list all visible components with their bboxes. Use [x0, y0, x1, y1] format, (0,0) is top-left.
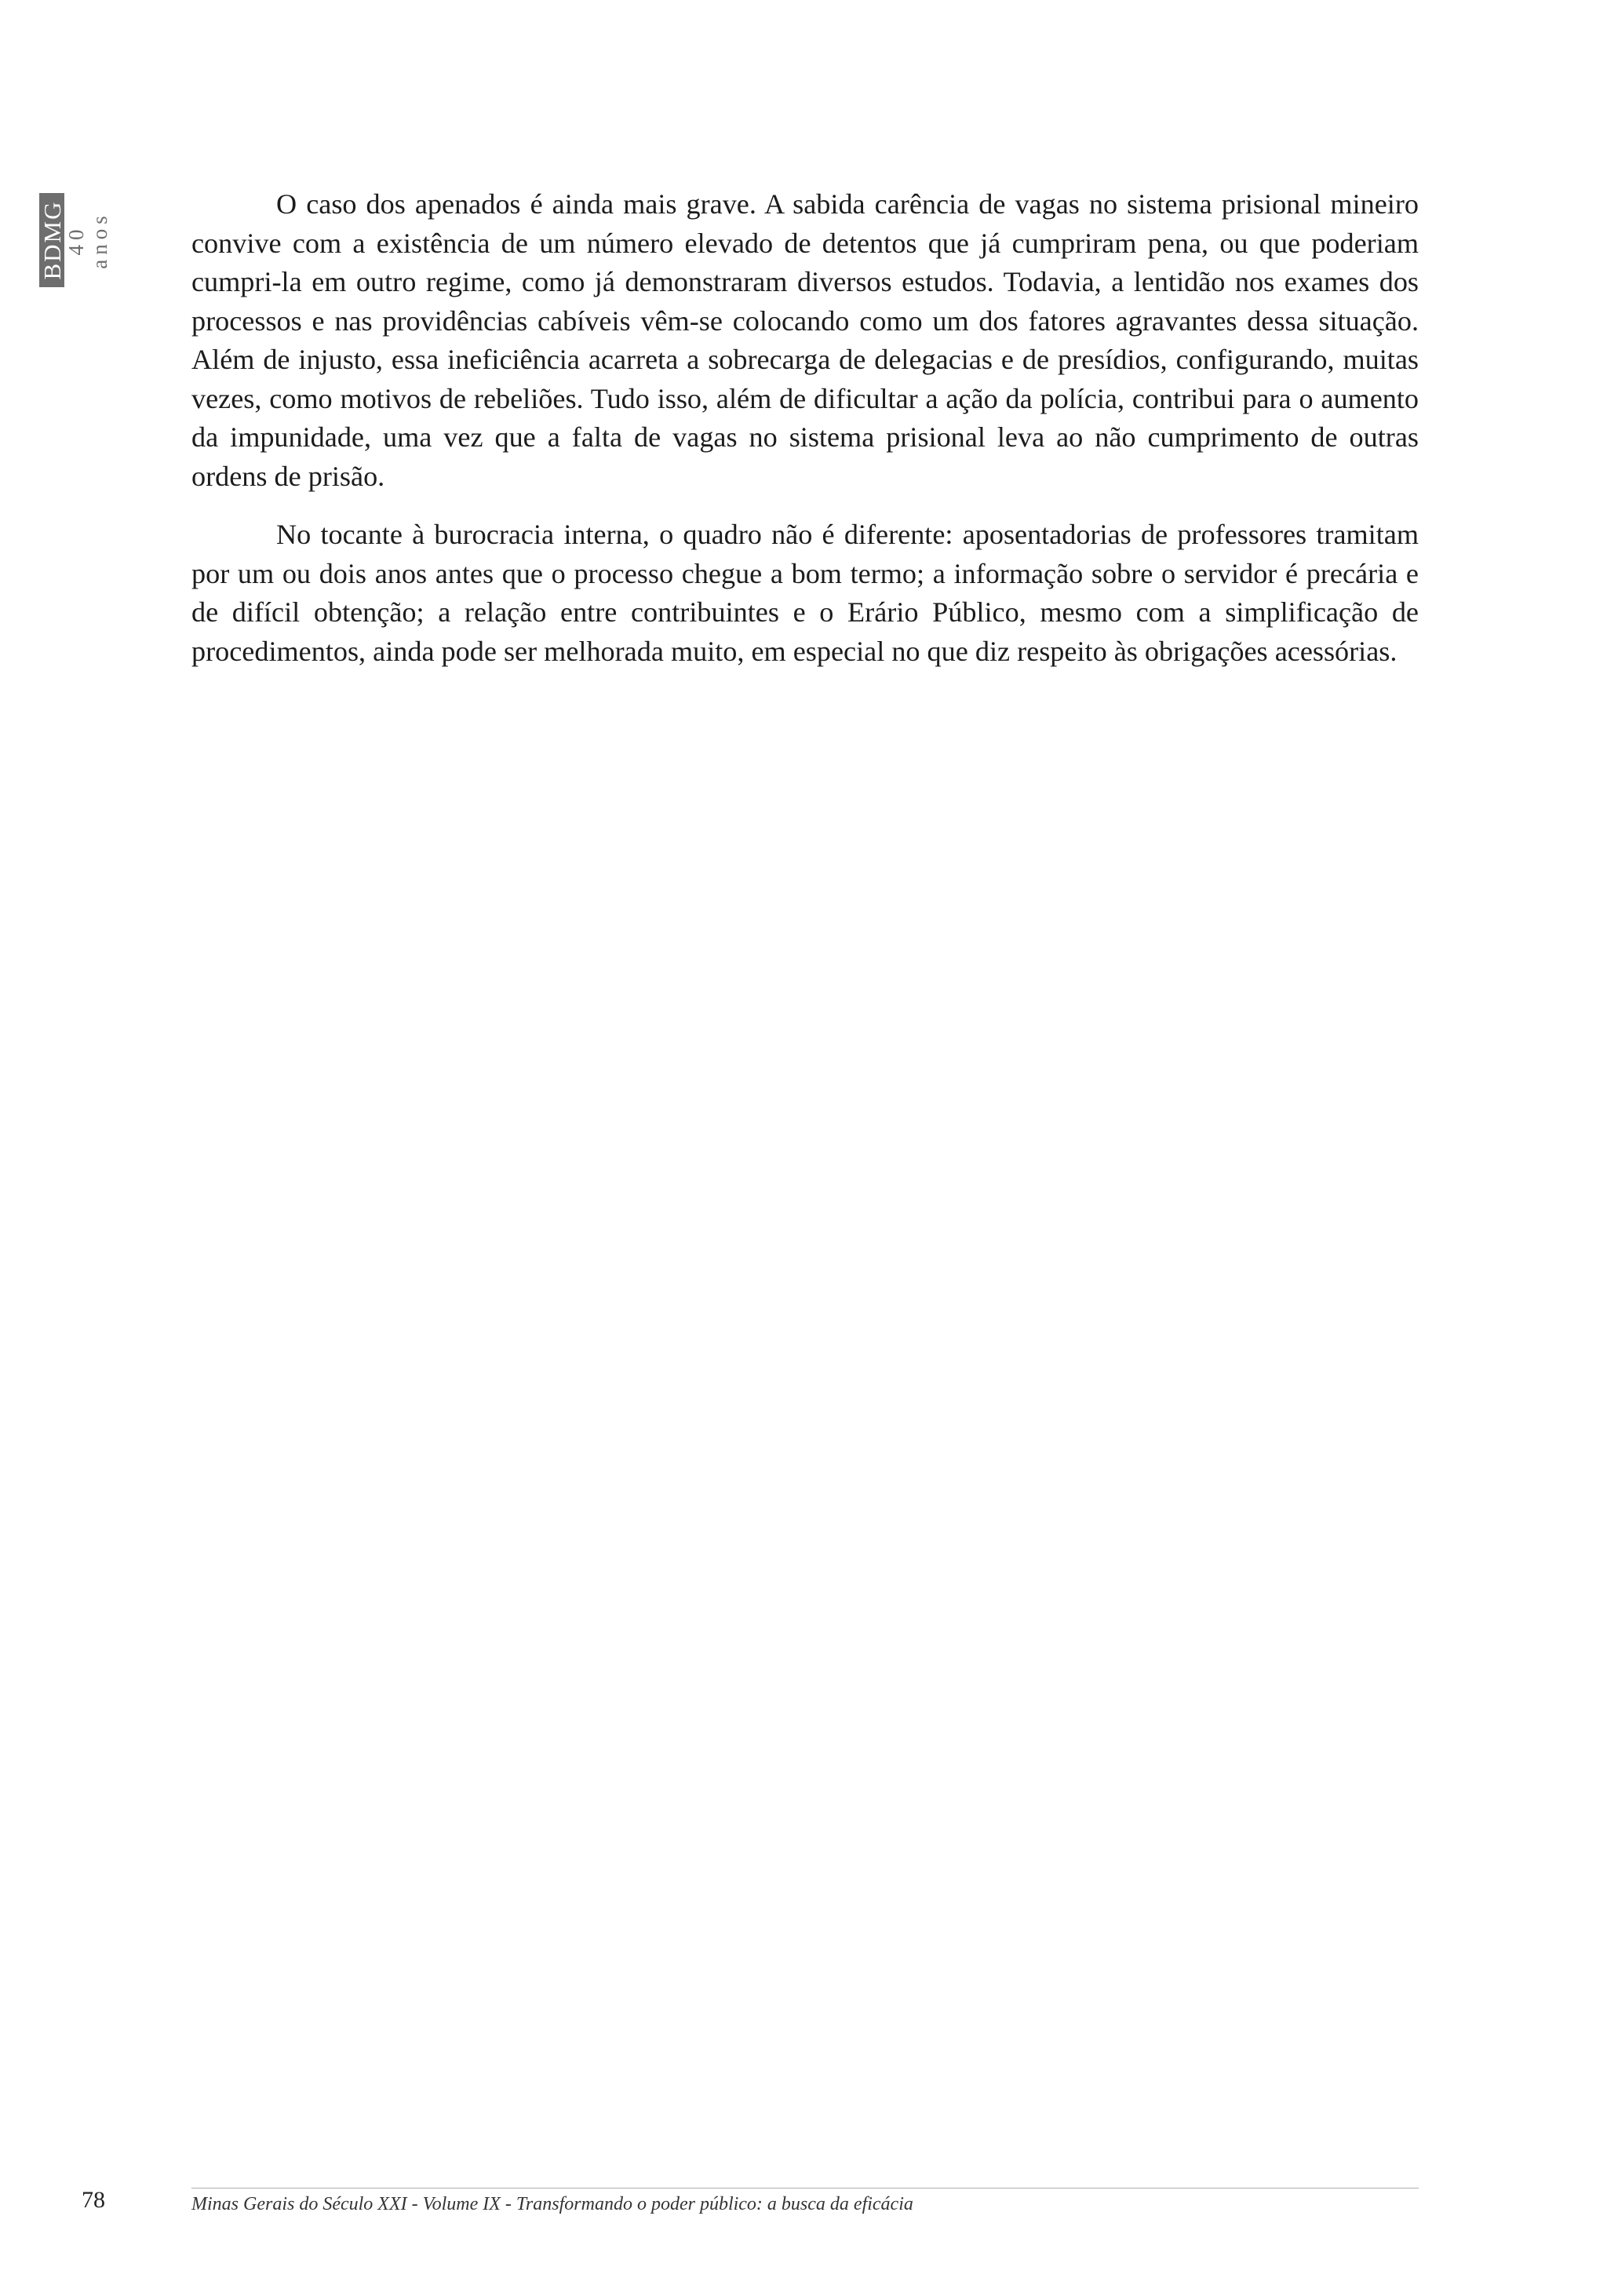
page-number: 78: [82, 2187, 105, 2213]
body-text: [191, 185, 1419, 691]
logo-brand-text: BDMG: [39, 193, 64, 287]
footer-running-title: Minas Gerais do Século XXI - Volume IX - Transformando o poder público: a busca da eficácia: [191, 2194, 913, 2214]
paragraph-burocracia: No tocante à burocracia interna, o quadro não é diferente: aposentadorias de professores tramitam por um ou dois anos antes que o processo chegue a bom termo; a informação sobre o servidor é precária e de difícil obtenção; a relação entre contribuintes e o Erário Público, mesmo com a simplificação de procedimentos, ainda pode ser melhorada muito, em especial no que diz respeito às obrigações acessórias.: [191, 519, 1419, 667]
paragraph-apenados: O caso dos apenados é ainda mais grave. A sabida carência de vagas no sistema prisional mineiro convive com a existência de um número elevado de detentos que já cumpriram pena, ou que poderiam cumpri-la em outro regime, como já demonstraram diversos estudos. Todavia, a lentidão nos exames dos processos e nas providências cabíveis vêm-se colocando como um dos fatores agravantes dessa situação. Além de injusto, essa ineficiência acarreta a sobrecarga de delegacias e de presídios, configurando, muitas vezes, como motivos de rebeliões. Tudo isso, além de dificultar a ação da polícia, contribui para o aumento da impunidade, uma vez que a falta de vagas no sistema prisional leva ao não cumprimento de outras ordens de prisão.: [191, 188, 1419, 492]
logo-subtitle-text: 40 anos: [64, 211, 111, 269]
bdmg-logo: [38, 193, 111, 287]
